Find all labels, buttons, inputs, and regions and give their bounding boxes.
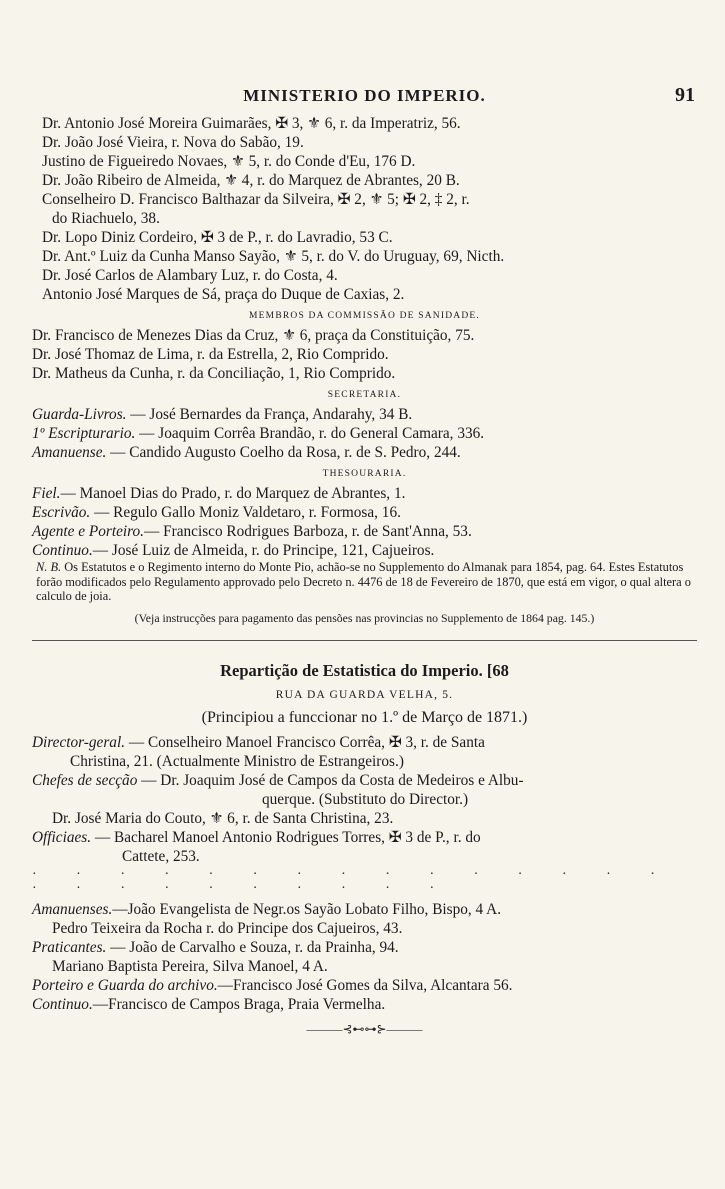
entry-role: Director-geral. (32, 733, 126, 751)
commission-heading: MEMBROS DA COMMISSÃO DE SANIDADE. (249, 311, 480, 321)
directory-line: Dr. Ant.º Luiz da Cunha Manso Sayão, ⚜ 5, r. do V. do Uruguay, 69, Nicth. (42, 248, 505, 265)
estatistica-address: RUA DA GUARDA VELHA, 5. (275, 688, 454, 701)
thesouraria-heading: THESOURARIA. (322, 469, 407, 479)
entry-text: — José Bernardes da França, Andarahy, 34 B. (126, 406, 413, 423)
commission-line: Dr. José Thomaz de Lima, r. da Estrella, 2, Rio Comprido. (32, 346, 389, 363)
estatistica-entry (32, 828, 697, 847)
entry-continuation: Cattete, 253. (122, 847, 200, 865)
entry-role: Amanuenses. (32, 900, 113, 918)
page-title: MINISTERIO DO IMPERIO. (243, 86, 486, 105)
page-content (32, 114, 697, 1037)
directory-line: do Riachuelo, 38. (52, 210, 160, 227)
entry-text: —João Evangelista de Negr.os Sayão Lobato Filho, Bispo, 4 A. (112, 900, 502, 918)
commission-line: Dr. Matheus da Cunha, r. da Conciliação, 1, Rio Comprido. (32, 365, 396, 382)
entry-text: — Manoel Dias do Prado, r. do Marquez de Abrantes, 1. (60, 485, 406, 502)
thesouraria-entry (32, 522, 697, 541)
staff-entry (32, 995, 697, 1014)
entry-role: Escrivão. (32, 504, 91, 521)
entry-continuation: Christina, 21. (Actualmente Ministro de Estrangeiros.) (70, 752, 404, 770)
entry-text: — Candido Augusto Coelho da Rosa, r. de S. Pedro, 244. (106, 444, 461, 461)
entry-role: Continuo. (32, 995, 93, 1013)
directory-line: Justino de Figueiredo Novaes, ⚜ 5, r. do Conde d'Eu, 176 D. (42, 153, 416, 170)
entry-text: —Francisco José Gomes da Silva, Alcantara 56. (217, 976, 513, 994)
staff-entry (32, 900, 697, 919)
monte-pio-note (32, 560, 697, 604)
estatistica-heading: Repartição de Estatistica do Imperio. [68 (220, 660, 509, 680)
entry-role: Officiaes. (32, 828, 92, 846)
entry-text: — Joaquim Corrêa Brandão, r. do General Camara, 336. (135, 425, 485, 442)
note-label: N. B. (36, 560, 62, 574)
thesouraria-entry (32, 541, 697, 560)
directory-line: Conselheiro D. Francisco Balthazar da Silveira, ✠ 2, ⚜ 5; ✠ 2, ‡ 2, r. (42, 191, 470, 208)
secretaria-entry (32, 405, 697, 424)
entry-text: — Dr. Joaquim José de Campos da Costa de Medeiros e Albu- (137, 771, 524, 789)
note-text: Os Estatutos e o Regimento interno do Monte Pio, achão-se no Supplemento do Almanak para 1854, pag. 64. Estes Estatutos forão modificados pelo Regulamento approvado pelo Decreto n. 4476 de 18 de Fevereiro de 1870, que está em vigor, o qual altera o calculo de joia. (36, 560, 691, 603)
secretaria-entry (32, 443, 697, 462)
estatistica-entry (32, 771, 697, 790)
entry-text: — João de Carvalho e Souza, r. da Prainha, 94. (106, 938, 399, 956)
staff-entry: Mariano Baptista Pereira, Silva Manoel, 4 A. (52, 957, 328, 975)
page-number: 91 (675, 84, 695, 106)
entry-role: Continuo. (32, 542, 93, 559)
entry-role: Chefes de secção (32, 771, 138, 789)
staff-entry: Pedro Teixeira da Rocha r. do Principe dos Cajueiros, 43. (52, 919, 403, 937)
directory-line: Dr. Lopo Diniz Cordeiro, ✠ 3 de P., r. do Lavradio, 53 C. (42, 229, 393, 246)
directory-line: Dr. João José Vieira, r. Nova do Sabão, 19. (42, 134, 304, 151)
estatistica-entry (32, 733, 697, 752)
entry-text: — José Luiz de Almeida, r. do Principe, 121, Cajueiros. (92, 542, 435, 559)
directory-line: Dr. Antonio José Moreira Guimarães, ✠ 3, ⚜ 6, r. da Imperatriz, 56. (42, 115, 461, 132)
secretaria-entry (32, 424, 697, 443)
directory-line: Antonio José Marques de Sá, praça do Duque de Caxias, 2. (42, 286, 405, 303)
running-head (32, 86, 697, 116)
estatistica-entry: Dr. José Maria do Couto, ⚜ 6, r. de Santa Christina, 23. (52, 809, 394, 827)
entry-role: Praticantes. (32, 938, 107, 956)
commission-line: Dr. Francisco de Menezes Dias da Cruz, ⚜ 6, praça da Constituição, 75. (32, 327, 475, 344)
entry-role: Porteiro e Guarda do archivo. (32, 976, 218, 994)
entry-role: Amanuense. (32, 444, 107, 461)
section-divider (32, 640, 697, 641)
dotted-separator: · · · · · · · · · · · · · · · · · · · · · · · · · (32, 866, 673, 896)
entry-text: —Francisco de Campos Braga, Praia Vermelha. (92, 995, 386, 1013)
secretaria-heading: SECRETARIA. (327, 390, 402, 400)
directory-line: Dr. João Ribeiro de Almeida, ⚜ 4, r. do Marquez de Abrantes, 20 B. (42, 172, 460, 189)
entry-role: Agente e Porteiro. (32, 523, 145, 540)
instructions-note: (Veja instrucções para pagamento das pensões nas provincias no Supplemento de 1864 pag. 145.) (134, 610, 595, 625)
entry-continuation: querque. (Substituto do Director.) (262, 790, 469, 808)
entry-role: Fiel. (32, 485, 61, 502)
thesouraria-entry (32, 484, 697, 503)
thesouraria-entry (32, 503, 697, 522)
staff-entry (32, 938, 697, 957)
ornament-glyphs: ———⊰⊷⊶⊱——— (306, 1021, 423, 1036)
entry-text: — Bacharel Manoel Antonio Rodrigues Torres, ✠ 3 de P., r. do (91, 828, 481, 846)
entry-role: Guarda-Livros. (32, 406, 127, 423)
entry-role: 1º Escripturario. (32, 425, 136, 442)
entry-text: — Regulo Gallo Moniz Valdetaro, r. Formosa, 16. (90, 504, 401, 521)
staff-entry (32, 976, 697, 995)
entry-text: — Francisco Rodrigues Barboza, r. de Sant'Anna, 53. (144, 523, 472, 540)
estatistica-founded: (Principiou a funccionar no 1.º de Março de 1871.) (201, 708, 528, 726)
entry-text: — Conselheiro Manoel Francisco Corrêa, ✠ 3, r. de Santa (125, 733, 485, 751)
tail-ornament (32, 1022, 697, 1037)
directory-line: Dr. José Carlos de Alambary Luz, r. do Costa, 4. (42, 267, 338, 284)
